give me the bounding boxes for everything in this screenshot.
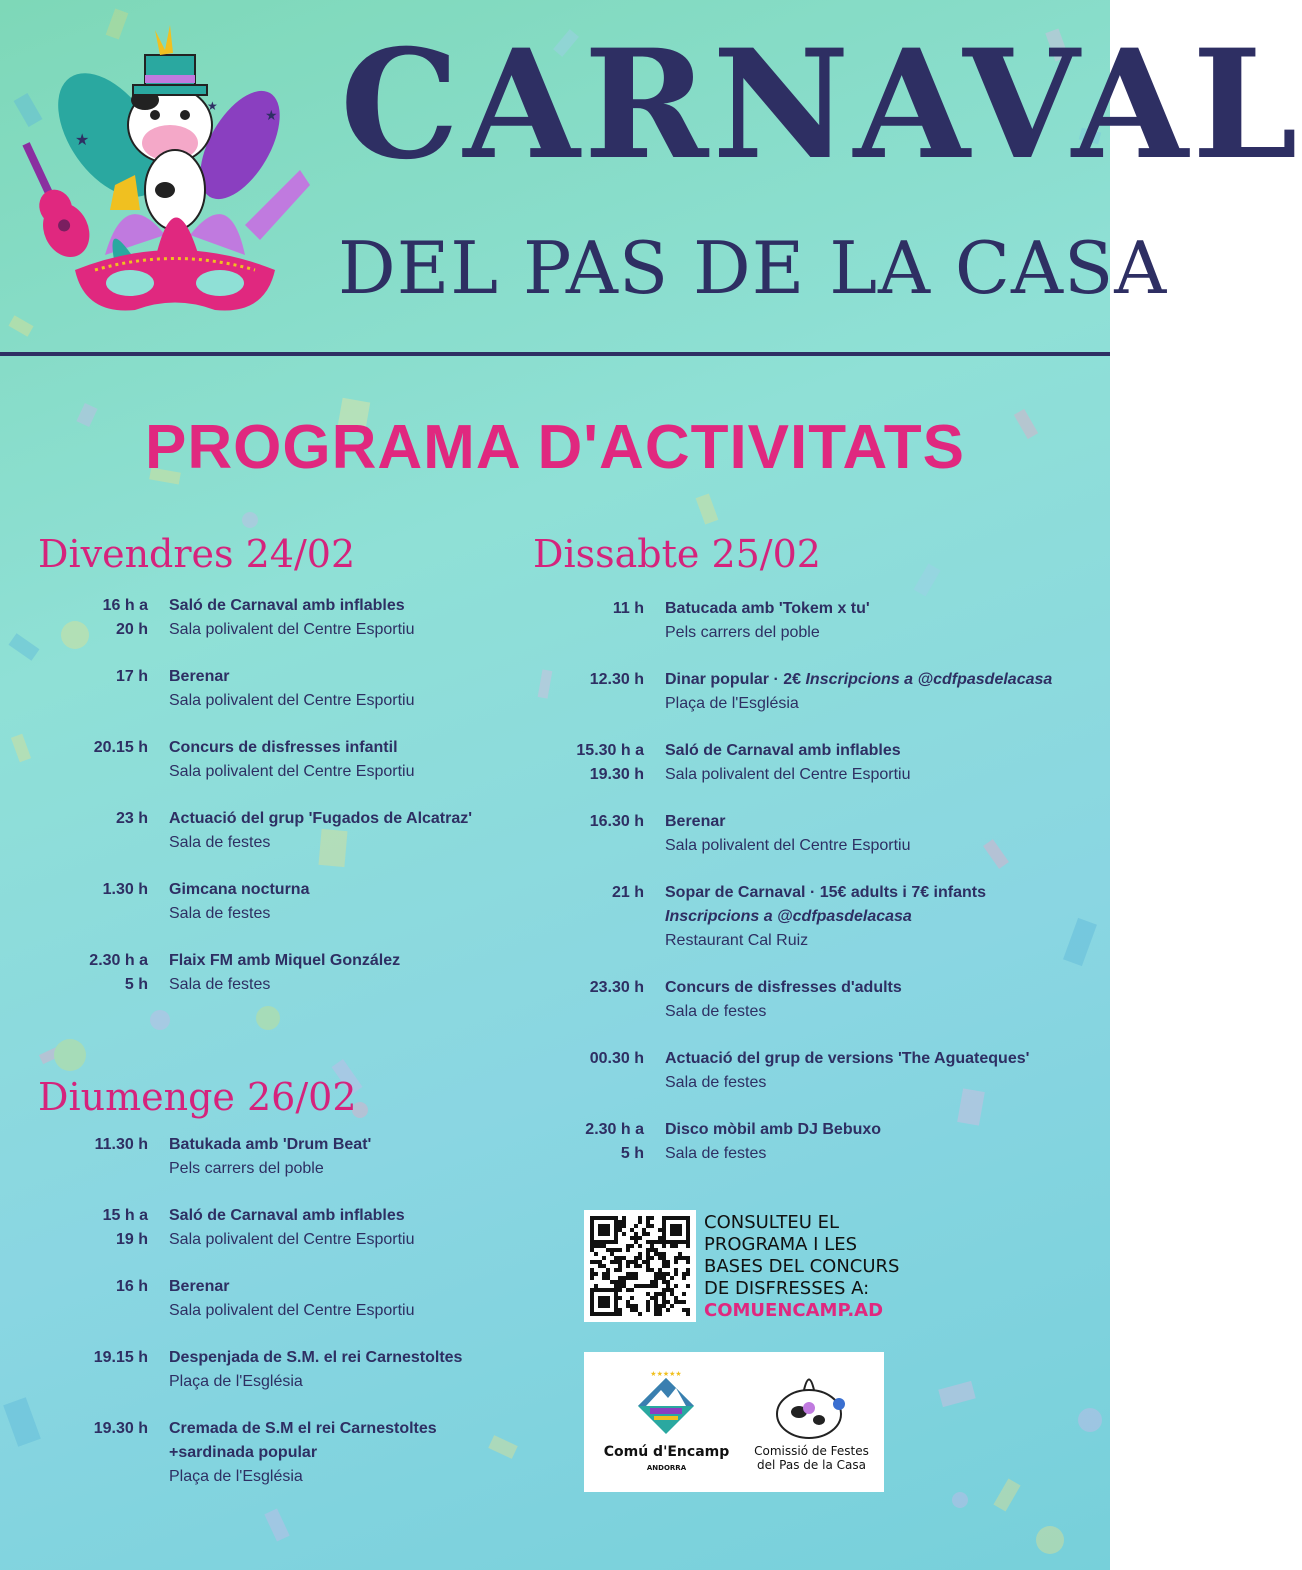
event-time — [534, 810, 644, 834]
event-time-line: 12.30 h — [589, 671, 644, 688]
schedule-event — [38, 878, 598, 926]
event-description — [169, 949, 400, 997]
event-time — [38, 665, 148, 689]
event-time — [38, 1133, 148, 1157]
event-time-line: 23 h — [115, 810, 148, 827]
event-text: Berenar — [169, 668, 230, 685]
event-time — [534, 1047, 644, 1071]
event-description — [169, 1417, 437, 1489]
schedule-event — [534, 597, 1094, 645]
event-time-line: 5 h — [620, 1145, 644, 1162]
event-detail — [169, 902, 309, 926]
event-name — [665, 597, 870, 621]
event-detail — [169, 1299, 414, 1323]
event-description — [665, 1118, 881, 1166]
schedule-event — [534, 881, 1094, 953]
event-text: Batukada amb 'Drum Beat' — [169, 1136, 372, 1153]
event-description — [169, 1133, 371, 1181]
event-text: Plaça de l'Església — [665, 695, 799, 712]
event-text: Sopar de Carnaval · 15€ adults i 7€ infants — [665, 884, 986, 901]
event-name — [169, 807, 472, 831]
event-time-line: 20 h — [115, 621, 148, 638]
event-time — [38, 807, 148, 831]
event-time-line: 19.30 h — [589, 766, 644, 783]
event-text: Saló de Carnaval amb inflables — [169, 1207, 405, 1224]
consult-line: PROGRAMA I LES — [704, 1234, 857, 1255]
comu-encamp-name: Comú d'Encamp — [603, 1444, 730, 1460]
event-text: Sala de festes — [169, 905, 271, 922]
event-text: Cremada de S.M el rei Carnestoltes — [169, 1420, 437, 1437]
event-time-line: 16 h — [115, 1278, 148, 1295]
event-description — [169, 594, 414, 642]
event-description — [169, 1346, 462, 1394]
schedule-event — [38, 807, 598, 855]
event-time — [38, 1417, 148, 1441]
event-name — [169, 1346, 462, 1370]
event-time-line: 20.15 h — [93, 739, 148, 756]
event-time-line: 16.30 h — [589, 813, 644, 830]
event-time-line: 11.30 h — [94, 1136, 148, 1153]
event-name — [169, 1133, 371, 1157]
svg-text:★: ★ — [207, 99, 218, 113]
schedule-event — [534, 1047, 1094, 1095]
event-text: Concurs de disfresses d'adults — [665, 979, 902, 996]
event-detail — [665, 1000, 902, 1024]
event-description — [169, 1275, 414, 1323]
event-text: Dinar popular · 2€ — [665, 671, 806, 688]
event-detail — [169, 973, 400, 997]
website-link[interactable]: COMUENCAMP.AD — [704, 1300, 884, 1321]
svg-text:★★★★★: ★★★★★ — [650, 1371, 682, 1378]
event-time — [38, 1346, 148, 1370]
programa-heading: PROGRAMA D'ACTIVITATS — [145, 413, 965, 482]
event-time — [534, 668, 644, 692]
schedule-event — [38, 1133, 598, 1181]
event-name — [665, 1118, 881, 1142]
consult-line: CONSULTEU EL — [704, 1212, 840, 1233]
event-detail — [665, 905, 986, 929]
schedule-event — [38, 1417, 598, 1489]
event-detail — [169, 1441, 437, 1465]
consult-line: DE DISFRESSES A: — [704, 1278, 870, 1299]
consult-text — [704, 1212, 899, 1322]
event-description — [665, 1047, 1029, 1095]
event-detail — [169, 1370, 462, 1394]
schedule-event — [534, 739, 1094, 787]
event-text: Sala polivalent del Centre Esportiu — [169, 621, 415, 638]
event-time-line: 19 h — [115, 1231, 148, 1248]
day-title-sunday: Diumenge 26/02 — [38, 1075, 357, 1119]
event-text: Restaurant Cal Ruiz — [665, 932, 809, 949]
event-time — [534, 976, 644, 1000]
event-time — [534, 881, 644, 905]
event-time-line: 16 h a — [102, 597, 148, 614]
event-text: Saló de Carnaval amb inflables — [665, 742, 901, 759]
event-text: Disco mòbil amb DJ Bebuxo — [665, 1121, 882, 1138]
comissio-festes-line2: del Pas de la Casa — [757, 1458, 866, 1472]
event-detail — [665, 763, 910, 787]
schedule-event — [38, 1204, 598, 1252]
comissio-festes-line1: Comissió de Festes — [754, 1444, 869, 1458]
event-time — [38, 1204, 148, 1252]
event-time-line: 23.30 h — [589, 979, 644, 996]
event-detail — [665, 834, 910, 858]
event-time-line: 15 h a — [102, 1207, 148, 1224]
sponsor-logos — [584, 1352, 884, 1492]
event-text: Plaça de l'Església — [169, 1373, 303, 1390]
event-detail — [169, 1157, 371, 1181]
event-description — [169, 807, 472, 855]
event-time-line: 19.15 h — [93, 1349, 148, 1366]
event-time-line: 11 h — [612, 600, 644, 617]
event-detail — [169, 831, 472, 855]
event-text: Sala de festes — [665, 1074, 767, 1091]
event-detail — [169, 618, 414, 642]
event-detail — [169, 760, 414, 784]
event-name — [169, 949, 400, 973]
event-description — [169, 1204, 414, 1252]
event-detail — [665, 1071, 1029, 1095]
event-name — [665, 810, 910, 834]
event-time-line: 19.30 h — [93, 1420, 148, 1437]
event-registration-note: Inscripcions a @cdfpasdelacasa — [805, 671, 1053, 688]
day-title-saturday: Dissabte 25/02 — [533, 532, 821, 576]
event-name — [665, 668, 1052, 692]
event-name — [169, 1417, 437, 1441]
event-time-line: 15.30 h a — [576, 742, 644, 759]
event-name — [665, 881, 986, 905]
event-time-line: 00.30 h — [589, 1050, 644, 1067]
schedule-event — [38, 1346, 598, 1394]
event-detail — [169, 1465, 437, 1489]
event-name — [169, 878, 309, 902]
schedule-event — [534, 668, 1094, 716]
event-description — [665, 810, 910, 858]
event-detail — [169, 1228, 414, 1252]
event-description — [665, 881, 986, 953]
svg-text:★: ★ — [265, 107, 278, 123]
event-text: Pels carrers del poble — [665, 624, 820, 641]
event-time — [38, 736, 148, 760]
event-name — [169, 736, 414, 760]
event-text: Plaça de l'Església — [169, 1468, 303, 1485]
event-time — [534, 739, 644, 787]
event-text: Sala polivalent del Centre Esportiu — [169, 692, 415, 709]
event-time-line: 17 h — [115, 668, 148, 685]
event-text: Sala polivalent del Centre Esportiu — [169, 763, 415, 780]
event-text: Sala de festes — [665, 1003, 767, 1020]
event-detail — [665, 692, 1052, 716]
carnaval-title: CARNAVAL — [340, 17, 1302, 193]
event-text: Saló de Carnaval amb inflables — [169, 597, 405, 614]
event-text: Berenar — [665, 813, 726, 830]
event-detail — [665, 1142, 881, 1166]
event-detail — [169, 689, 414, 713]
event-text: Sala polivalent del Centre Esportiu — [169, 1231, 415, 1248]
event-time — [38, 1275, 148, 1299]
event-name — [665, 976, 902, 1000]
schedule-event — [534, 1118, 1094, 1166]
event-time — [38, 594, 148, 642]
event-detail — [665, 929, 986, 953]
event-text: Batucada amb 'Tokem x tu' — [665, 600, 870, 617]
schedule-event — [38, 736, 598, 784]
event-time-line: 5 h — [124, 976, 148, 993]
event-description — [169, 736, 414, 784]
event-description — [665, 976, 902, 1024]
header-divider — [0, 352, 1110, 356]
schedule-event — [534, 976, 1094, 1024]
event-text: Despenjada de S.M. el rei Carnestoltes — [169, 1349, 463, 1366]
event-time-line: 2.30 h a — [585, 1121, 644, 1138]
event-text: Pels carrers del poble — [169, 1160, 324, 1177]
qr-code[interactable] — [584, 1210, 696, 1322]
event-text: Sala polivalent del Centre Esportiu — [665, 837, 911, 854]
event-name — [169, 1275, 414, 1299]
event-name — [169, 665, 414, 689]
schedule-event — [38, 594, 598, 642]
event-text: Sala de festes — [169, 976, 271, 993]
carnival-cow-mascot-illustration — [15, 25, 330, 320]
schedule-event — [38, 1275, 598, 1323]
event-text: Sala polivalent del Centre Esportiu — [665, 766, 911, 783]
event-text: Sala de festes — [665, 1145, 767, 1162]
event-text: Flaix FM amb Miquel González — [169, 952, 401, 969]
event-description — [665, 597, 870, 645]
event-text: Actuació del grup 'Fugados de Alcatraz' — [169, 810, 473, 827]
day-title-friday: Divendres 24/02 — [38, 532, 356, 576]
event-description — [665, 668, 1052, 716]
event-text: +sardinada popular — [169, 1444, 318, 1461]
consult-line: BASES DEL CONCURS — [704, 1256, 900, 1277]
event-name — [169, 594, 414, 618]
schedule-event — [38, 665, 598, 713]
comissio-festes-logo-icon — [769, 1364, 849, 1444]
event-description — [665, 739, 910, 787]
event-detail — [665, 621, 870, 645]
event-time — [38, 878, 148, 902]
comu-encamp-sub: ANDORRA — [646, 1464, 687, 1472]
event-time — [534, 597, 644, 621]
event-text: Inscripcions a @cdfpasdelacasa — [665, 908, 912, 925]
comu-encamp-logo-icon — [636, 1368, 696, 1438]
carnaval-subtitle: DEL PAS DE LA CASA — [338, 226, 1168, 310]
schedule-event — [38, 949, 598, 997]
event-description — [169, 665, 414, 713]
event-time-line: 2.30 h a — [89, 952, 148, 969]
event-text: Sala de festes — [169, 834, 271, 851]
event-text: Berenar — [169, 1278, 230, 1295]
event-name — [665, 1047, 1029, 1071]
event-text: Actuació del grup de versions 'The Aguateques' — [665, 1050, 1030, 1067]
event-text: Sala polivalent del Centre Esportiu — [169, 1302, 415, 1319]
event-time-line: 1.30 h — [102, 881, 148, 898]
qr-code-icon — [584, 1210, 696, 1322]
event-description — [169, 878, 309, 926]
schedule-event — [534, 810, 1094, 858]
event-time-line: 21 h — [611, 884, 644, 901]
event-name — [169, 1204, 414, 1228]
event-name — [665, 739, 910, 763]
svg-text:★: ★ — [75, 132, 90, 149]
event-text: Concurs de disfresses infantil — [169, 739, 398, 756]
event-time — [38, 949, 148, 997]
event-text: Gimcana nocturna — [169, 881, 310, 898]
